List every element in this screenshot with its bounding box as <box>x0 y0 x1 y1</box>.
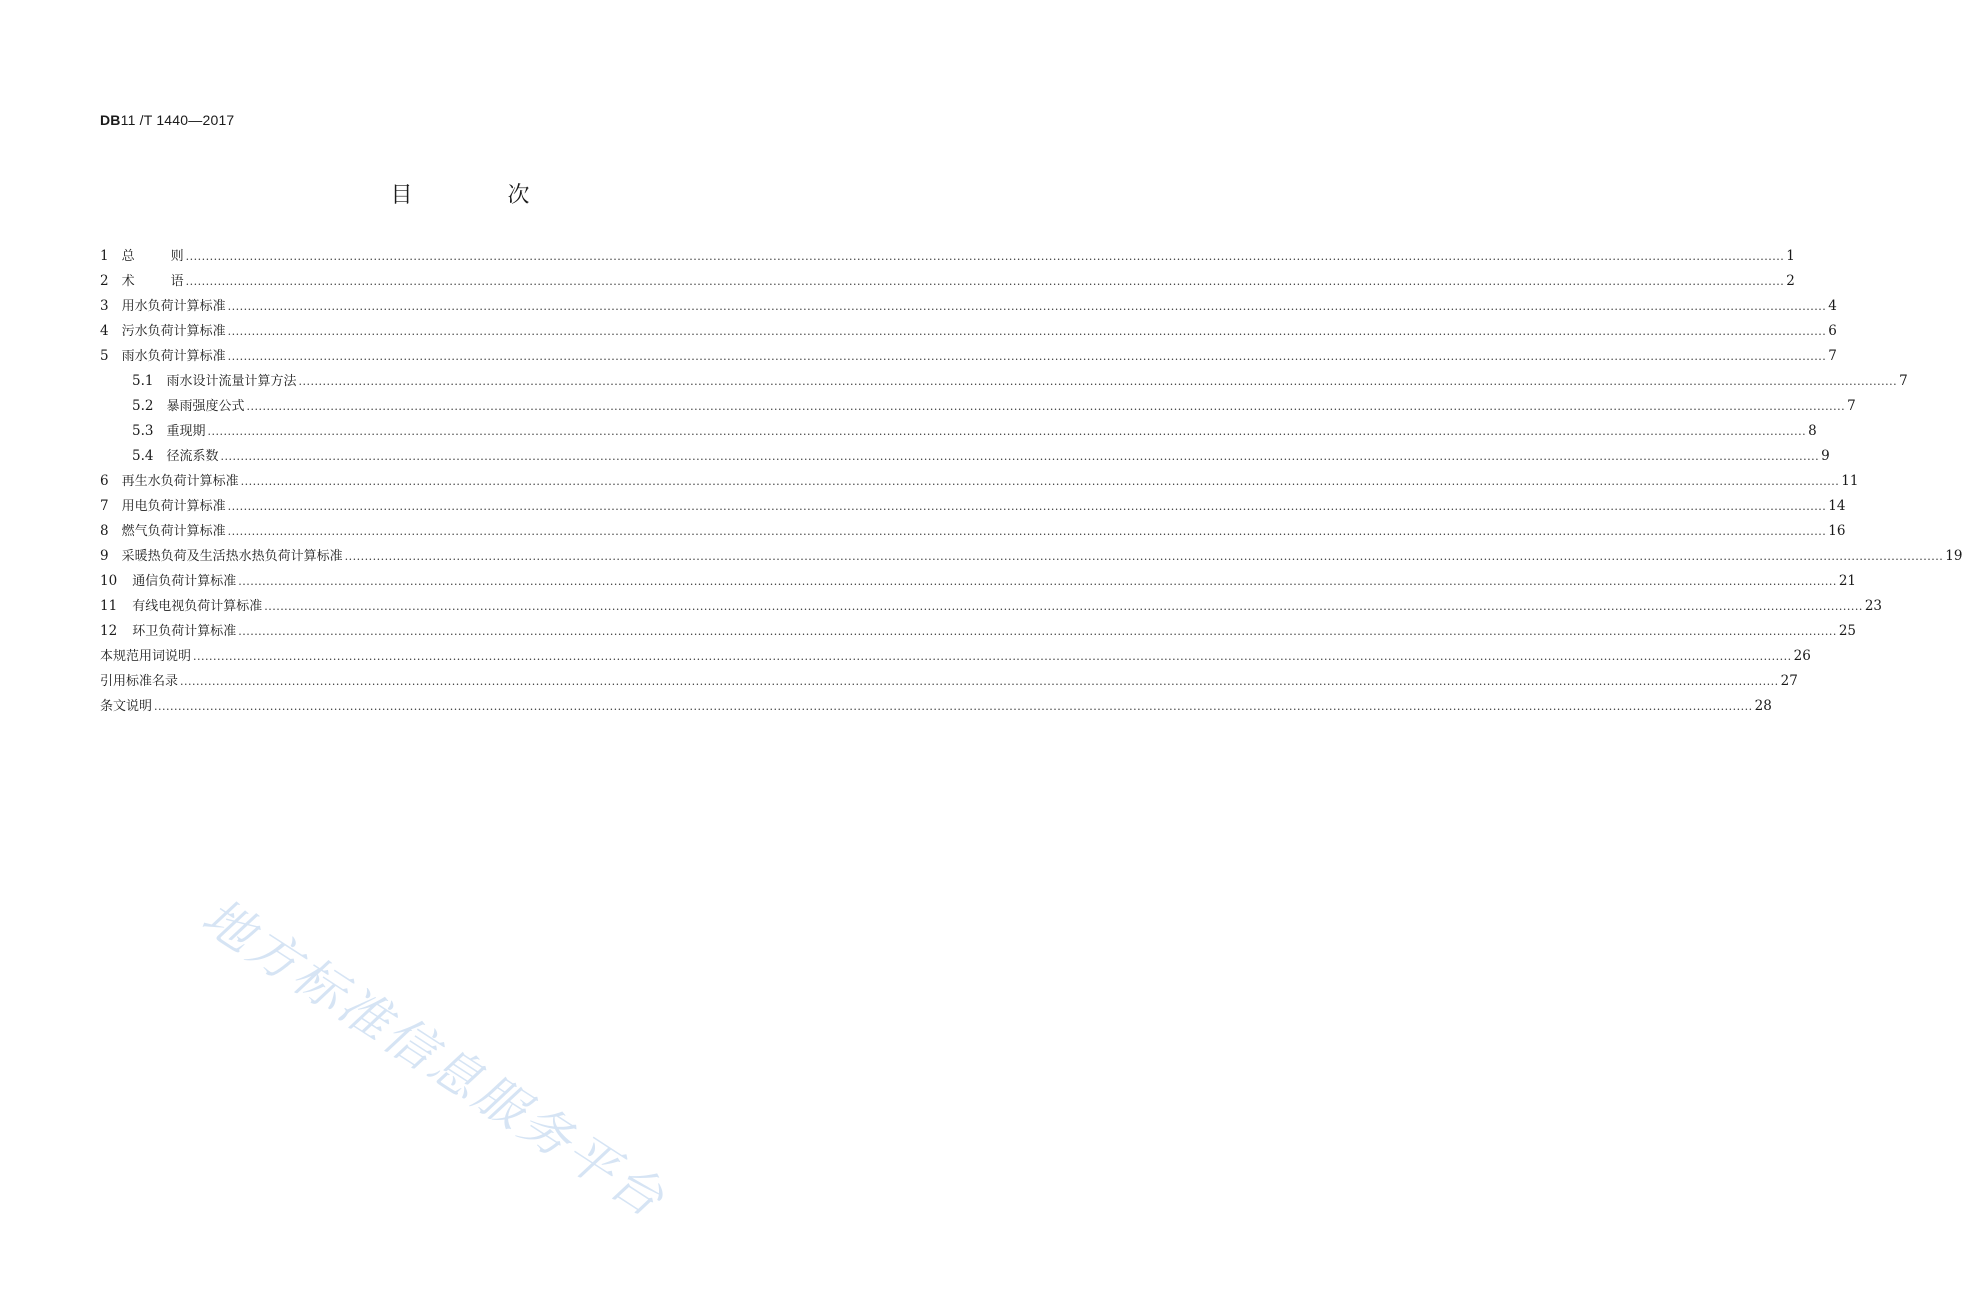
toc-entry-10[interactable] <box>100 569 1857 594</box>
toc-entry-page: 4 <box>1828 298 1837 314</box>
dot-leader: ................................................................................................................................................................................................................................................................................................................................................................................................................ <box>227 350 1827 363</box>
dot-leader: ................................................................................................................................................................................................................................................................................................................................................................................................................ <box>238 575 1837 588</box>
toc-entry-page: 7 <box>1828 348 1837 364</box>
dot-leader: ................................................................................................................................................................................................................................................................................................................................................................................................................ <box>264 600 1863 613</box>
toc-entry-references[interactable] <box>100 669 1798 694</box>
dot-leader: ................................................................................................................................................................................................................................................................................................................................................................................................................ <box>344 550 1944 563</box>
toc-entry-wording[interactable] <box>100 644 1811 669</box>
toc-entry-6[interactable] <box>100 469 1859 494</box>
toc-entry-page: 14 <box>1828 498 1846 514</box>
dot-leader: ................................................................................................................................................................................................................................................................................................................................................................................................................ <box>238 625 1837 638</box>
dot-leader: ................................................................................................................................................................................................................................................................................................................................................................................................................ <box>207 425 1807 438</box>
toc-entry-number: 4 <box>100 323 109 339</box>
toc-entry-explanation[interactable] <box>100 694 1772 719</box>
toc-entry-5-2[interactable] <box>100 394 1856 419</box>
dot-leader: ................................................................................................................................................................................................................................................................................................................................................................................................................ <box>185 275 1785 288</box>
toc-entry-label: 环卫负荷计算标准 <box>132 624 237 639</box>
toc-entry-page: 19 <box>1945 548 1962 564</box>
toc-entry-label: 通信负荷计算标准 <box>132 574 237 589</box>
toc-entry-number: 12 <box>100 623 118 639</box>
toc-entry-9[interactable] <box>100 544 1962 569</box>
toc-entry-5-1[interactable] <box>100 369 1908 394</box>
toc-entry-label: 雨水设计流量计算方法 <box>166 374 297 389</box>
toc-entry-page: 8 <box>1808 423 1817 439</box>
toc-entry-page: 7 <box>1899 373 1908 389</box>
toc-entry-page: 16 <box>1828 523 1846 539</box>
dot-leader: ................................................................................................................................................................................................................................................................................................................................................................................................................ <box>227 300 1827 313</box>
toc-entry-label: 径流系数 <box>166 449 219 464</box>
standard-code <box>100 112 234 128</box>
toc-entry-page: 23 <box>1864 598 1883 614</box>
toc-entry-5-4[interactable] <box>100 444 1830 469</box>
dot-leader: ................................................................................................................................................................................................................................................................................................................................................................................................................ <box>227 325 1827 338</box>
toc-entry-7[interactable] <box>100 494 1846 519</box>
toc-entry-number: 6 <box>100 473 109 489</box>
toc-entry-8[interactable] <box>100 519 1846 544</box>
toc-entry-number: 2 <box>100 273 109 289</box>
toc-entry-label: 再生水负荷计算标准 <box>121 474 239 489</box>
toc-entry-number: 5.4 <box>132 448 154 464</box>
toc-entry-12[interactable] <box>100 619 1857 644</box>
toc-entry-number: 5.3 <box>132 423 154 439</box>
toc-entry-page: 2 <box>1786 273 1795 289</box>
toc-entry-2[interactable] <box>100 269 1795 294</box>
table-of-contents <box>100 244 1962 719</box>
toc-entry-label: 引用标准名录 <box>100 674 179 689</box>
toc-entry-page: 26 <box>1793 648 1811 664</box>
toc-entry-label: 总 <box>121 249 171 264</box>
toc-entry-label: 采暖热负荷及生活热水热负荷计算标准 <box>121 549 343 564</box>
toc-entry-11[interactable] <box>100 594 1883 619</box>
dot-leader: ................................................................................................................................................................................................................................................................................................................................................................................................................ <box>180 675 1779 688</box>
toc-entry-label: 重现期 <box>166 424 206 439</box>
toc-entry-page: 21 <box>1838 573 1857 589</box>
page-title: 目 次 <box>390 183 574 208</box>
toc-entry-1[interactable] <box>100 244 1795 269</box>
standard-code-number: 11 /T 1440—2017 <box>120 112 235 128</box>
dot-leader: ................................................................................................................................................................................................................................................................................................................................................................................................................ <box>220 450 1820 463</box>
dot-leader: ................................................................................................................................................................................................................................................................................................................................................................................................................ <box>154 700 1753 713</box>
toc-entry-label: 雨水负荷计算标准 <box>121 349 226 364</box>
toc-entry-page: 28 <box>1754 698 1772 714</box>
toc-entry-label: 术 <box>121 274 171 289</box>
toc-entry-label: 暴雨强度公式 <box>166 399 245 414</box>
toc-entry-number: 1 <box>100 248 109 264</box>
toc-entry-page: 7 <box>1847 398 1856 414</box>
toc-entry-5[interactable] <box>100 344 1837 369</box>
toc-entry-page: 6 <box>1828 323 1837 339</box>
dot-leader: ................................................................................................................................................................................................................................................................................................................................................................................................................ <box>193 650 1792 663</box>
toc-entry-page: 9 <box>1821 448 1830 464</box>
toc-entry-3[interactable] <box>100 294 1837 319</box>
toc-entry-page: 25 <box>1838 623 1857 639</box>
toc-entry-label-part2: 则 <box>170 249 184 264</box>
standard-code-prefix: DB <box>100 112 121 128</box>
toc-entry-number: 10 <box>100 573 118 589</box>
toc-entry-label-part2: 语 <box>170 274 184 289</box>
dot-leader: ................................................................................................................................................................................................................................................................................................................................................................................................................ <box>227 500 1827 513</box>
toc-entry-page: 11 <box>1841 473 1859 489</box>
toc-entry-number: 5.2 <box>132 398 154 414</box>
dot-leader: ................................................................................................................................................................................................................................................................................................................................................................................................................ <box>185 250 1785 263</box>
toc-entry-number: 7 <box>100 498 109 514</box>
toc-entry-label: 污水负荷计算标准 <box>121 324 226 339</box>
dot-leader: ................................................................................................................................................................................................................................................................................................................................................................................................................ <box>246 400 1846 413</box>
dot-leader: ................................................................................................................................................................................................................................................................................................................................................................................................................ <box>240 475 1840 488</box>
toc-entry-number: 9 <box>100 548 109 564</box>
toc-entry-label: 条文说明 <box>100 699 153 714</box>
toc-entry-number: 5 <box>100 348 109 364</box>
toc-entry-number: 3 <box>100 298 109 314</box>
toc-entry-label: 有线电视负荷计算标准 <box>132 599 263 614</box>
toc-entry-number: 5.1 <box>132 373 154 389</box>
toc-entry-label: 用水负荷计算标准 <box>121 299 226 314</box>
watermark: 地方标准信息服务平台 <box>192 887 677 1230</box>
dot-leader: ................................................................................................................................................................................................................................................................................................................................................................................................................ <box>298 375 1898 388</box>
toc-entry-4[interactable] <box>100 319 1837 344</box>
toc-entry-number: 8 <box>100 523 109 539</box>
toc-entry-page: 27 <box>1780 673 1798 689</box>
toc-entry-label: 用电负荷计算标准 <box>121 499 226 514</box>
toc-entry-number: 11 <box>100 598 118 614</box>
toc-entry-5-3[interactable] <box>100 419 1817 444</box>
toc-entry-label: 本规范用词说明 <box>100 649 192 664</box>
toc-entry-page: 1 <box>1786 248 1795 264</box>
dot-leader: ................................................................................................................................................................................................................................................................................................................................................................................................................ <box>227 525 1827 538</box>
toc-entry-label: 燃气负荷计算标准 <box>121 524 226 539</box>
